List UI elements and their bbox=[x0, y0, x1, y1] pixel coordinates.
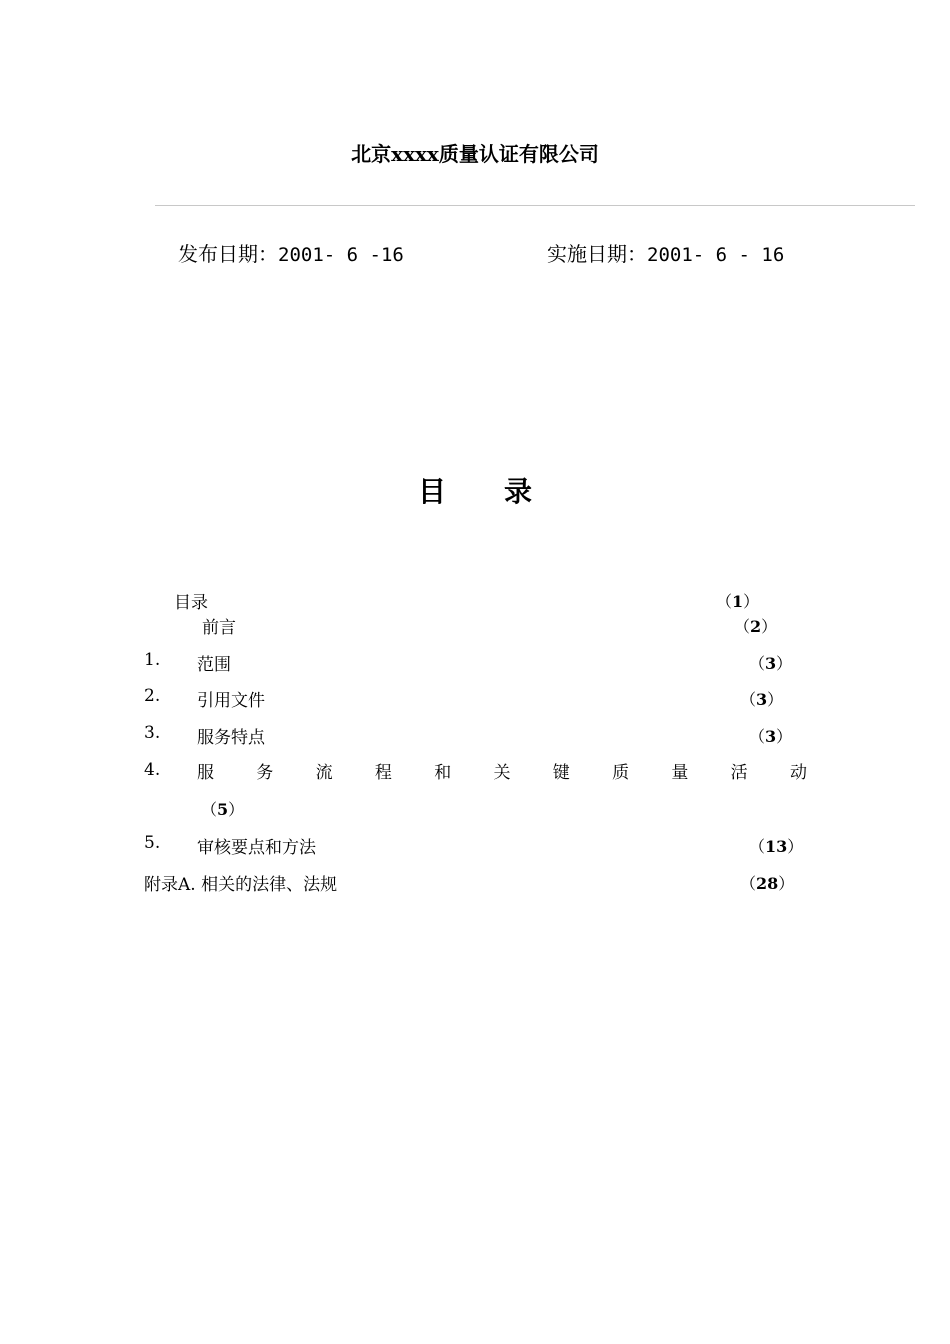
toc-entry-number: 3. bbox=[144, 723, 161, 743]
toc-entry-page: （3） bbox=[749, 654, 793, 673]
toc-entry-title-justified bbox=[197, 758, 807, 783]
toc-title-char: 和 bbox=[434, 763, 452, 783]
toc-entry-title: 服务特点 bbox=[197, 728, 265, 748]
effective-label: 实施日期： bbox=[547, 242, 647, 266]
toc-entry-page: （5） bbox=[201, 800, 245, 819]
toc-title-char: 流 bbox=[315, 763, 333, 783]
toc-title-char: 质 bbox=[612, 763, 630, 783]
publish-date-line bbox=[178, 238, 404, 267]
toc-page-number: 3 bbox=[765, 727, 777, 746]
toc-title-char: 动 bbox=[789, 763, 807, 783]
toc-page-number: 28 bbox=[756, 874, 779, 893]
toc-entry-page: （13） bbox=[749, 837, 804, 856]
toc-entry-page: （28） bbox=[740, 874, 795, 893]
publish-label: 发布日期： bbox=[178, 242, 278, 266]
toc-title-char: 量 bbox=[671, 763, 689, 783]
toc-entry-number: 2. bbox=[144, 686, 161, 706]
toc-entry-number: 5. bbox=[144, 833, 161, 853]
toc-page-number: 2 bbox=[750, 617, 762, 636]
toc-page-number: 13 bbox=[765, 837, 788, 856]
toc-entry-title: 前言 bbox=[202, 618, 236, 638]
toc-entry-page: （3） bbox=[740, 690, 784, 709]
toc-entry-title: 引用文件 bbox=[197, 691, 265, 711]
header-divider bbox=[155, 205, 915, 206]
effective-date-line bbox=[547, 238, 784, 267]
toc-entry-number: 4. bbox=[144, 760, 161, 780]
toc-title-char: 程 bbox=[374, 763, 392, 783]
toc-title-char: 活 bbox=[730, 763, 748, 783]
toc-page-number: 3 bbox=[756, 690, 768, 709]
toc-entry-page: （2） bbox=[734, 617, 778, 636]
company-name: 北京xxxx质量认证有限公司 bbox=[351, 142, 599, 166]
effective-date: 2001- 6 - 16 bbox=[647, 244, 785, 266]
toc-entry-title: 审核要点和方法 bbox=[197, 838, 316, 858]
toc-title-char: 务 bbox=[256, 763, 274, 783]
toc-title: 目录 bbox=[417, 475, 590, 508]
toc-page-number: 1 bbox=[732, 592, 744, 611]
toc-entry-title: 范围 bbox=[197, 655, 231, 675]
toc-page-number: 3 bbox=[765, 654, 777, 673]
toc-entry-title: 目录 bbox=[174, 593, 208, 613]
toc-entry-page: （3） bbox=[749, 727, 793, 746]
toc-title-char: 键 bbox=[552, 763, 570, 783]
toc-title-char: 关 bbox=[493, 763, 511, 783]
toc-title-char: 服 bbox=[197, 763, 214, 783]
toc-entry-title: 附录A. 相关的法律、法规 bbox=[144, 875, 338, 895]
toc-page-number: 5 bbox=[217, 800, 229, 819]
toc-entry-page: （1） bbox=[716, 592, 760, 611]
toc-entry-number: 1. bbox=[144, 650, 161, 670]
publish-date: 2001- 6 -16 bbox=[278, 244, 404, 266]
